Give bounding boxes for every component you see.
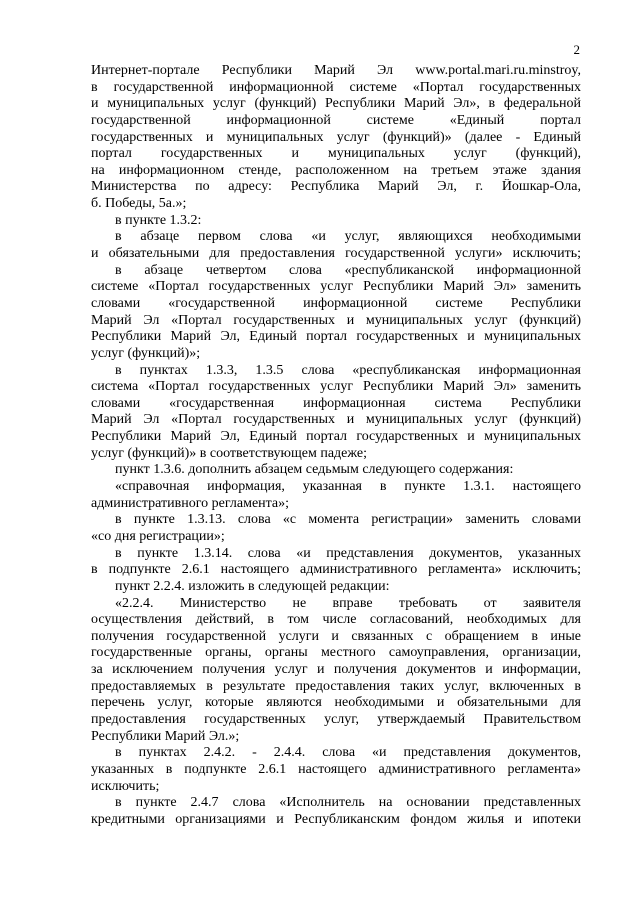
- text-line: за исключением получения услуг и получения документов и информации,: [91, 662, 581, 678]
- text-line: «2.2.4. Министерство не вправе требовать от заявителя: [115, 595, 581, 611]
- text-line: пункт 1.3.6. дополнить абзацем седьмым следующего содержания:: [115, 462, 514, 478]
- text-line: в подпункте 2.6.1 настоящего административного регламента» исключить;: [91, 562, 581, 578]
- text-line: системе «Портал государственных услуг Республики Марий Эл» заменить: [91, 279, 581, 295]
- text-line: на информационном стенде, расположенном на третьем этаже здания: [91, 162, 581, 178]
- text-line: пункт 2.2.4. изложить в следующей редакции:: [115, 578, 390, 594]
- text-line: государственных и муниципальных услуг (функций)» (далее - Единый: [91, 129, 581, 145]
- text-line: исключить;: [91, 778, 160, 794]
- text-line: словами «государственной информационной системе Республики: [91, 295, 581, 311]
- text-line: в абзаце первом слова «и услуг, являющихся необходимыми: [115, 229, 581, 245]
- text-line: административного регламента»;: [91, 495, 290, 511]
- text-line: услуг (функций)» в соответствующем падеже;: [91, 445, 367, 461]
- text-line: и обязательными для предоставления государственной услуги» исключить;: [91, 246, 581, 262]
- text-line: б. Победы, 5а.»;: [91, 196, 187, 212]
- text-line: Республики Марий Эл, Единый портал государственных и муниципальных: [91, 329, 581, 345]
- text-line: в абзаце четвертом слова «республиканской информационной: [115, 262, 581, 278]
- text-line: «справочная информация, указанная в пункте 1.3.1. настоящего: [115, 479, 581, 495]
- text-line: в пунктах 1.3.3, 1.3.5 слова «республиканская информационная: [115, 362, 581, 378]
- text-line: Марий Эл «Портал государственных и муниципальных услуг (функций): [91, 312, 581, 328]
- text-line: и муниципальных услуг (функций) Республики Марий Эл», в федеральной: [91, 96, 581, 112]
- text-line: в пункте 2.4.7 слова «Исполнитель на основании представленных: [115, 795, 581, 811]
- text-line: государственной информационной системе «Единый портал: [91, 112, 581, 128]
- text-line: «со дня регистрации»;: [91, 528, 225, 544]
- text-line: Республики Марий Эл.»;: [91, 728, 240, 744]
- text-line: осуществления действий, в том числе согласований, необходимых для: [91, 612, 581, 628]
- text-line: перечень услуг, которые являются необходимыми и обязательными для: [91, 695, 581, 711]
- document-body: [91, 63, 581, 828]
- text-line: Марий Эл «Портал государственных и муниципальных услуг (функций): [91, 412, 581, 428]
- text-line: Республики Марий Эл, Единый портал государственных и муниципальных: [91, 429, 581, 445]
- text-line: получения государственной услуги и связанных с обращением в иные: [91, 628, 581, 644]
- text-line: предоставления государственных услуг, утверждаемый Правительством: [91, 711, 581, 727]
- page-number: 2: [573, 42, 580, 57]
- text-line: в пункте 1.3.13. слова «с момента регистрации» заменить словами: [115, 512, 581, 528]
- text-line: предоставляемых в результате предоставления таких услуг, включенных в: [91, 678, 581, 694]
- text-line: система «Портал государственных услуг Республики Марий Эл» заменить: [91, 379, 581, 395]
- text-line: в государственной информационной системе «Портал государственных: [91, 79, 581, 95]
- text-line: услуг (функций)»;: [91, 345, 201, 361]
- text-line: в пункте 1.3.14. слова «и представления документов, указанных: [115, 545, 581, 561]
- text-line: государственные органы, органы местного самоуправления, организации,: [91, 645, 581, 661]
- text-line: в пункте 1.3.2:: [115, 212, 202, 228]
- text-line: указанных в подпункте 2.6.1 настоящего административного регламента»: [91, 761, 581, 777]
- text-line: Интернет-портале Республики Марий Эл www.portal.mari.ru.minstroy,: [91, 63, 581, 78]
- text-line: словами «государственная информационная система Республики: [91, 395, 581, 411]
- text-line: кредитными организациями и Республиканским фондом жилья и ипотеки: [91, 811, 581, 827]
- text-line: портал государственных и муниципальных услуг (функций),: [91, 146, 581, 162]
- text-line: в пунктах 2.4.2. - 2.4.4. слова «и представления документов,: [115, 745, 581, 761]
- text-line: Министерства по адресу: Республика Марий Эл, г. Йошкар-Ола,: [91, 179, 581, 195]
